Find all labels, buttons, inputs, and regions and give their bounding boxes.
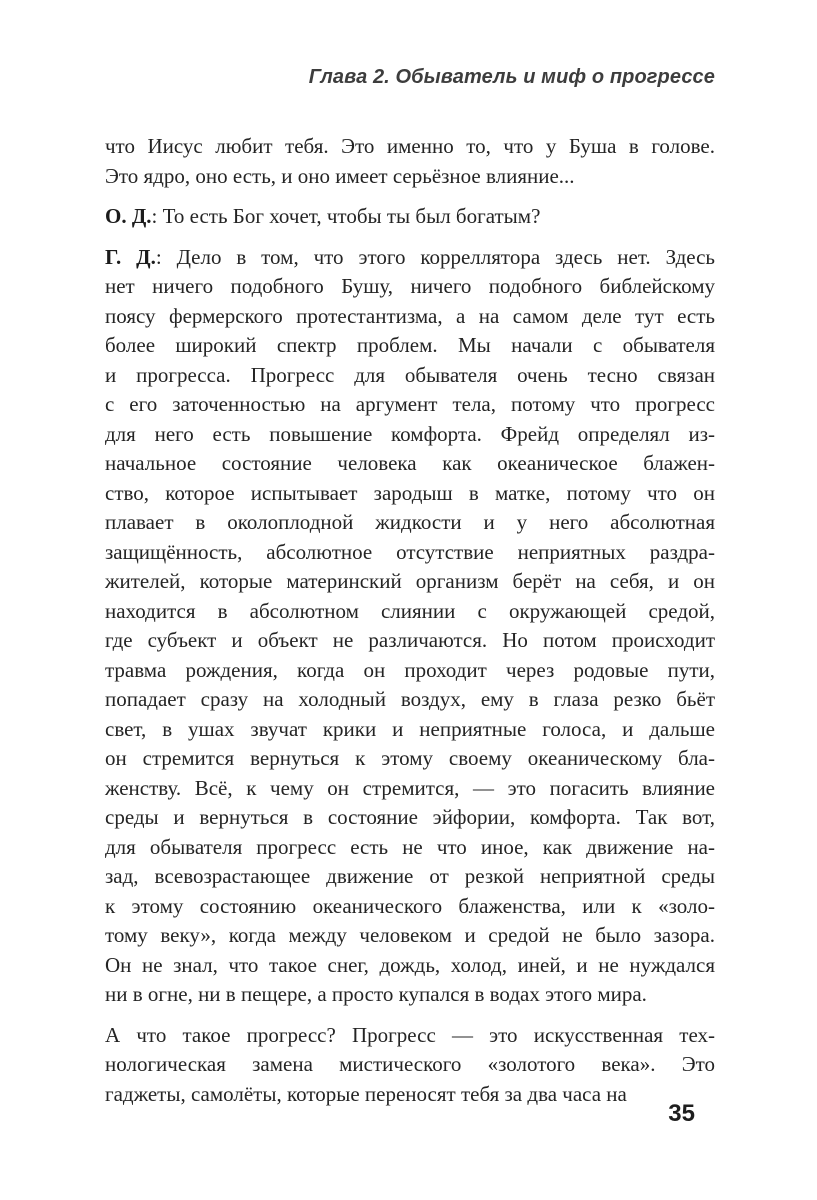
page-text (105, 132, 715, 1120)
text-line: свет, в ушах звучат крики и неприятные голоса, и дальше (105, 716, 715, 741)
text-line: ни в огне, ни в пещере, а просто купался в водах этого мира. (105, 982, 647, 1006)
text-line: Это ядро, оно есть, и оно имеет серьёзное влияние... (105, 163, 575, 188)
text-line: для него есть повышение комфорта. Фрейд определял из- (105, 421, 715, 446)
text-line: находится в абсолютном слиянии с окружающей средой, (105, 598, 715, 623)
text-line: для обывателя прогресс есть не что иное, как движение на- (105, 834, 715, 859)
text-line: Г. Д.: Дело в том, что этого корреллятора здесь нет. Здесь (105, 244, 715, 269)
text-line: О. Д.: То есть Бог хочет, чтобы ты был богатым? (105, 204, 541, 228)
text-line: нологическая замена мистического «золотого века». Это (105, 1052, 715, 1076)
text-line: зад, всевозрастающее движение от резкой неприятной среды (105, 864, 715, 888)
text-line: нет ничего подобного Бушу, ничего подобного библейскому (105, 274, 715, 298)
text-line: он стремится вернуться к этому своему океаническому бла- (105, 746, 715, 770)
speaker-label: Г. Д. (105, 244, 156, 269)
running-header: Глава 2. Обыватель и миф о прогрессе (308, 66, 715, 88)
text-line: среды и вернуться в состояние эйфории, комфорта. Так вот, (105, 805, 715, 829)
text-line: А что такое прогресс? Прогресс — это искусственная тех- (105, 1022, 715, 1047)
text-line: жителей, которые материнский организм берёт на себя, и он (105, 569, 715, 593)
text-line: тому веку», когда между человеком и средой не было зазора. (105, 923, 715, 947)
text-line: где субъект и объект не различаются. Но потом происходит (105, 628, 715, 652)
text-line: и прогресса. Прогресс для обывателя очень тесно связан (105, 362, 715, 387)
paragraph (105, 202, 715, 232)
text-line: что Иисус любит тебя. Это именно то, что у Буша в голове. (105, 134, 715, 158)
text-line: травма рождения, когда он проходит через родовые пути, (105, 657, 715, 682)
text-line: с его заточенностью на аргумент тела, потому что прогресс (105, 392, 715, 416)
paragraph (105, 243, 715, 1010)
paragraph (105, 132, 715, 191)
speaker-label: О. Д. (105, 204, 152, 228)
text-line: попадает сразу на холодный воздух, ему в глаза резко бьёт (105, 687, 715, 711)
page-number: 35 (668, 1100, 695, 1127)
text-line: гаджеты, самолёты, которые переносят тебя за два часа на (105, 1081, 627, 1106)
text-line: защищённость, абсолютное отсутствие неприятных раздра- (105, 539, 715, 564)
paragraph (105, 1021, 715, 1110)
text-line: поясу фермерского протестантизма, а на самом деле тут есть (105, 303, 715, 328)
text-line: более широкий спектр проблем. Мы начали с обывателя (105, 333, 715, 357)
text-line: женству. Всё, к чему он стремится, — это погасить влияние (105, 775, 715, 800)
text-line: ство, которое испытывает зародыш в матке, потому что он (105, 480, 715, 505)
text-line: Он не знал, что такое снег, дождь, холод, иней, и не нуждался (105, 952, 715, 977)
text-line: начальное состояние человека как океаническое блажен- (105, 451, 715, 475)
text-line: к этому состоянию океанического блаженства, или к «золо- (105, 893, 715, 918)
text-line: плавает в околоплодной жидкости и у него абсолютная (105, 510, 715, 534)
